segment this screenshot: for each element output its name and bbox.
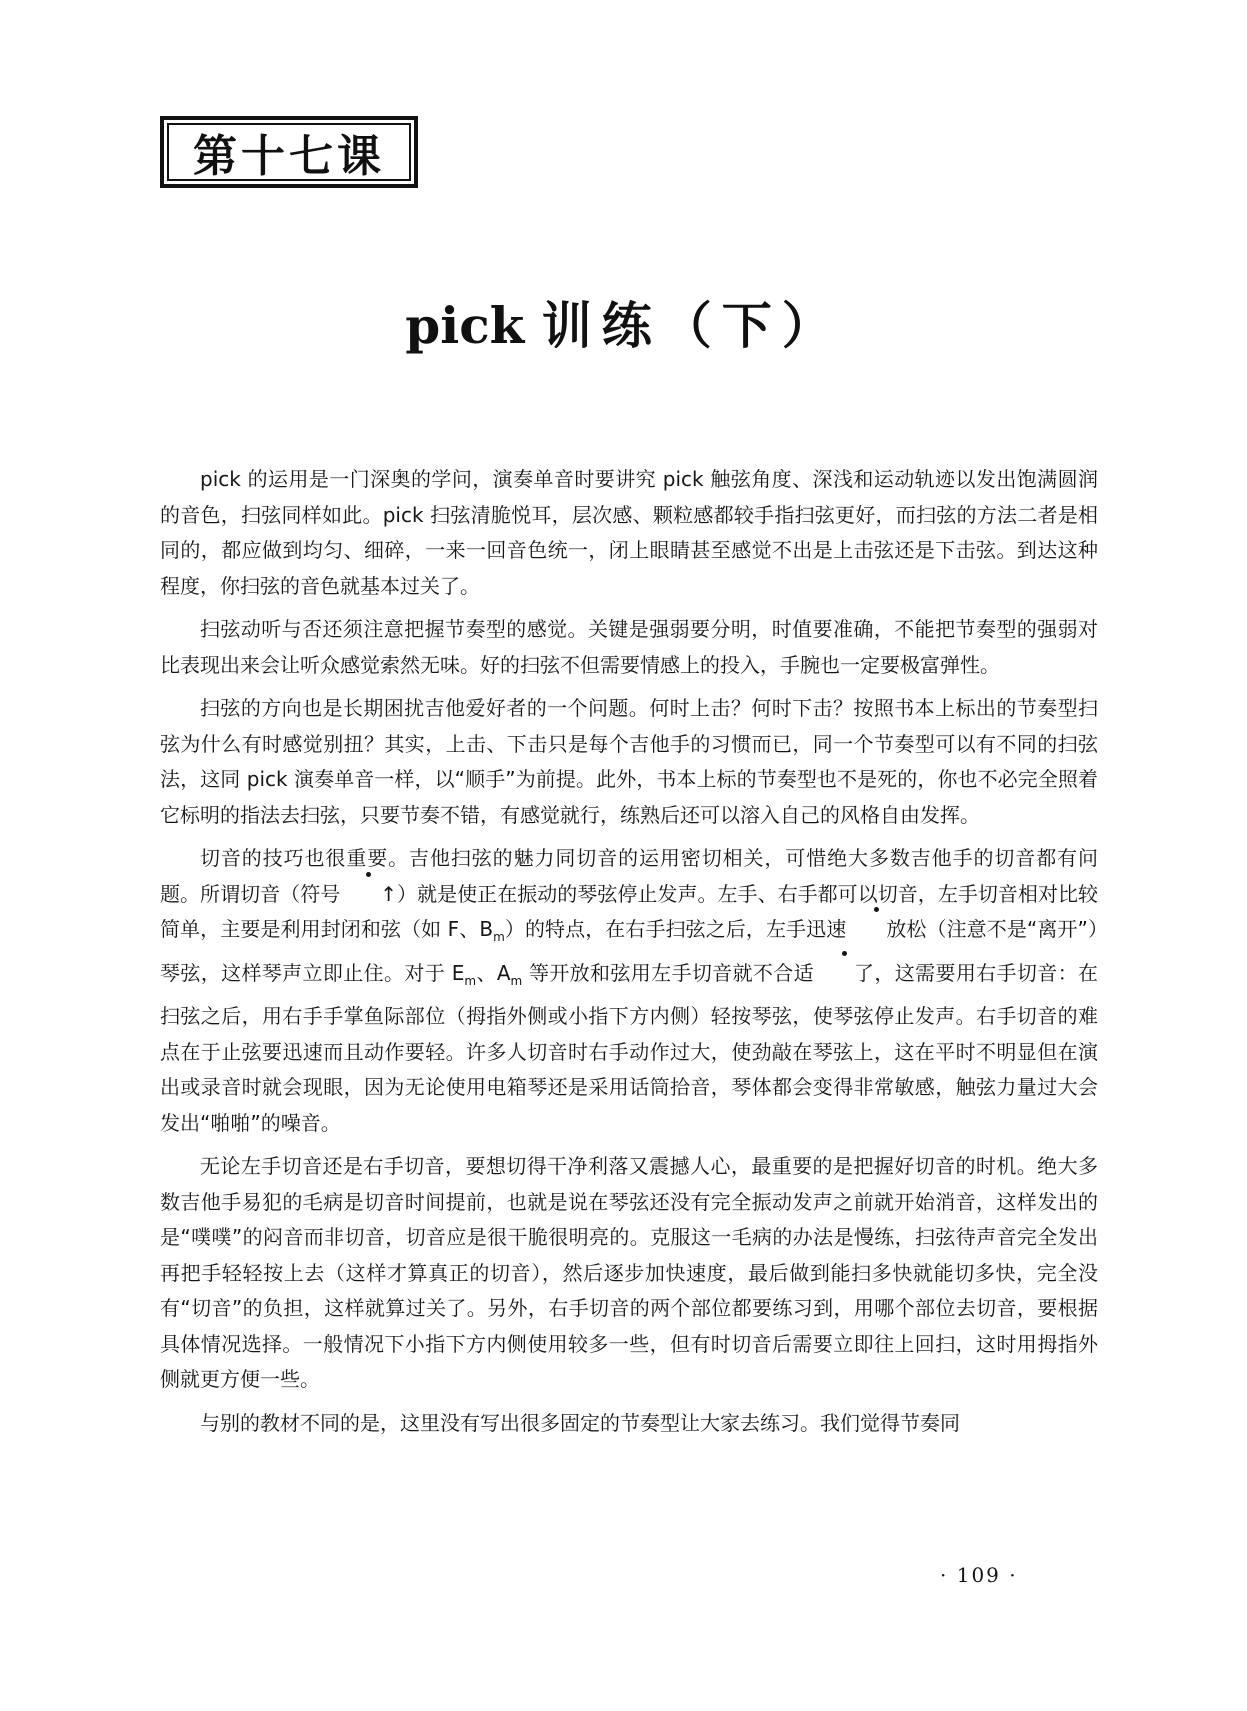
paragraph-1: pick 的运用是一门深奥的学问，演奏单音时要讲究 pick 触弦角度、深浅和运动轨迹以发出饱满圆润的音色，扫弦同样如此。pick 扫弦清脆悦耳，层次感、颗粒感都较手指扫弦更好，而扫弦的方法二者是相同的，都应做到均匀、细碎，一来一回音色统一，闭上眼睛甚至感觉不出是上击弦还是下击弦。到达这种程度，你扫弦的音色就基本过关了。 xyxy=(160,467,1098,598)
paragraph-2: 扫弦动听与否还须注意把握节奏型的感觉。关键是强弱要分明，时值要准确，不能把节奏型的强弱对比表现出来会让听众感觉索然无味。好的扫弦不但需要情感上的投入，手腕也一定要极富弹性。 xyxy=(160,617,1098,677)
body-text xyxy=(160,462,1098,1449)
lesson-label-box xyxy=(160,116,418,188)
paragraph-4-text-f: 等开放和弦用左手切音就不合适 xyxy=(522,960,815,985)
paragraph-6: 与别的教材不同的是，这里没有写出很多固定的节奏型让大家去练习。我们觉得节奏同 xyxy=(200,1410,960,1435)
minor-subscript: m xyxy=(464,973,477,988)
chapter-title-latin: pick xyxy=(405,296,525,355)
paragraph-4-text-d: 松（注意不是“离开”）琴弦，这样琴声立即止住。对于 E xyxy=(160,917,1098,985)
paragraph-4-text-a: 切音的技巧也很重要。吉他扫弦的魅力同切音的运用密切相关，可惜绝大多数吉他手的切音都有问题。所谓切音（符号 xyxy=(160,846,1098,906)
paragraph-3: 扫弦的方向也是长期困扰吉他爱好者的一个问题。何时上击？何时下击？按照书本上标出的节奏型扫弦为什么有时感觉别扭？其实，上击、下击只是每个吉他手的习惯而已，同一个节奏型可以有不同的扫弦法，这同 pick 演奏单音一样，以“顺手”为前提。此外，书本上标的节奏型也不是死的，你也不必完全照着它标明的指法去扫弦，只要节奏不错，有感觉就行，练熟后还可以溶入自己的风格自由发挥。 xyxy=(160,696,1098,827)
mute-symbol-icon: ↑ xyxy=(340,877,397,913)
chapter-title-chinese: 训练（下） xyxy=(541,296,842,355)
paragraph-4 xyxy=(160,841,1098,1141)
emphasis-dot-char: 了 xyxy=(814,956,874,992)
paragraph-4-text-e: 、A xyxy=(476,960,511,985)
lesson-label: 第十七课 xyxy=(193,131,385,182)
emphasis-dot-char: 放 xyxy=(846,912,906,948)
lesson-label-inner-frame xyxy=(167,123,411,181)
chapter-title xyxy=(0,286,1247,358)
minor-subscript: m xyxy=(510,973,523,988)
paragraph-4-text-b: ）就是使正在振动的琴弦停止发声。左手、右手都可以切音，左手切音相对比较简单，主要是利用封闭和弦（如 F、B xyxy=(160,881,1099,941)
paragraph-4-text-c: ）的特点，在右手扫弦之后，左手迅速 xyxy=(504,917,847,941)
minor-subscript: m xyxy=(493,930,505,944)
paragraph-4-text-g: ，这需要用右手切音：在扫弦之后，用右手手掌鱼际部位（拇指外侧或小指下方内侧）轻按琴弦，使琴弦停止发声。右手切音的难点在于止弦要迅速而且动作要轻。许多人切音时右手动作过大，使劲敲在琴弦上，这在平时不明显但在演出或录音时就会现眼，因为无论使用电箱琴还是采用话筒拾音，琴体都会变得非常敏感，触弦力量过大会发出“啪啪”的噪音。 xyxy=(160,960,1098,1135)
paragraph-5: 无论左手切音还是右手切音，要想切得干净利落又震撼人心，最重要的是把握好切音的时机。绝大多数吉他手易犯的毛病是切音时间提前，也就是说在琴弦还没有完全振动发声之前就开始消音，这样发出的是“噗噗”的闷音而非切音，切音应是很干脆很明亮的。克服这一毛病的办法是慢练，扫弦待声音完全发出再把手轻轻按上去（这样才算真正的切音），然后逐步加快速度，最后做到能扫多快就能切多快，完全没有“切音”的负担，这样就算过关了。另外，右手切音的两个部位都要练习到，用哪个部位去切音，要根据具体情况选择。一般情况下小指下方内侧使用较多一些，但有时切音后需要立即往上回扫，这时用拇指外侧就更方便一些。 xyxy=(160,1154,1098,1391)
page-number: · 109 · xyxy=(940,1563,1018,1587)
